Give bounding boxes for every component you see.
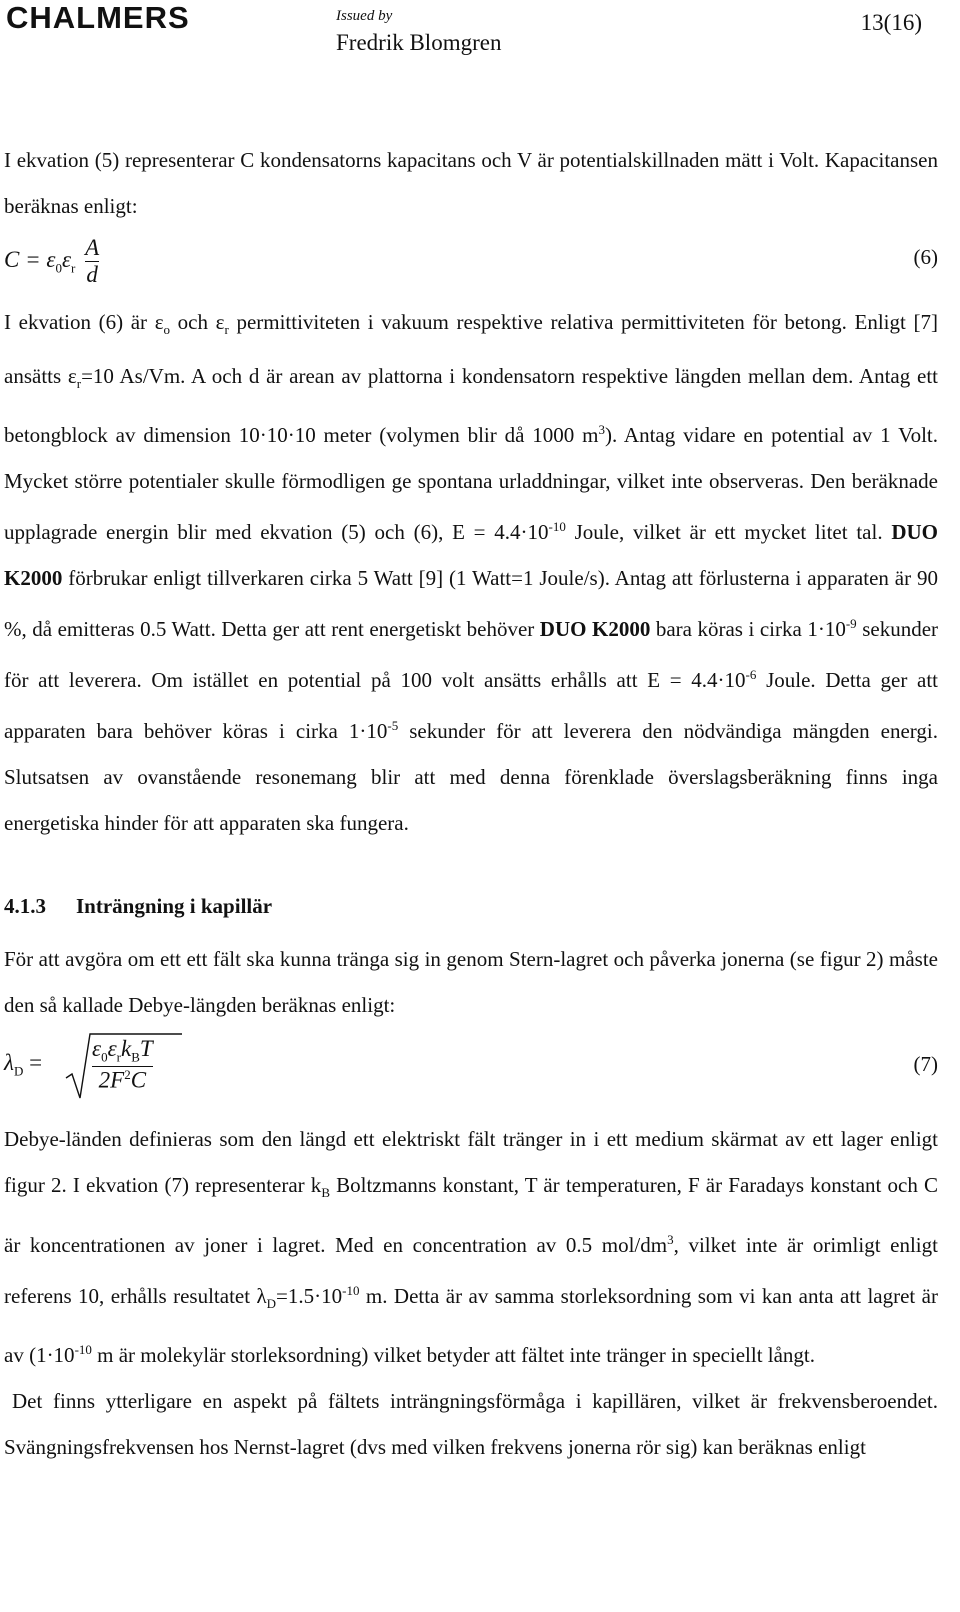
- page-number: 13(16): [860, 10, 922, 35]
- eq6-sub0: 0: [55, 260, 62, 276]
- section-title: Inträngning i kapillär: [76, 894, 273, 919]
- p2-t5: ). Antag vidare en potential av 1 Volt. Mycket större potentialer skulle förmodligen ge spontana urladdningar, vilket inte observeras. Den beräknade upplagrade energin blir med ekvation (5) och (6), E = 4.4·10: [4, 423, 939, 545]
- eq7-num-eps0: ε: [92, 1036, 102, 1062]
- p2-t10: Joule. Detta ger att apparaten bara behöver köras i cirka 1·10: [4, 668, 938, 744]
- p4-s1: B: [321, 1185, 330, 1201]
- eq7-numerator: [92, 1036, 153, 1066]
- p4-t3: , vilket inte är orimligt enligt referens 10, erhålls resultatet λ: [4, 1232, 938, 1308]
- equation-7-label: (7): [913, 1052, 938, 1077]
- p2-t9: sekunder för att leverera. Om istället en potential på 100 volt ansätts erhålls att E = 4.4·10: [4, 617, 939, 693]
- equation-6-label: (6): [913, 245, 938, 269]
- p2-t3: permittiviteten i vakuum respektive relativa permittiviteten för betong. Enligt [7] ansätts ε: [4, 310, 938, 389]
- eq7-num-subB: B: [131, 1049, 140, 1065]
- p2-p5: -5: [387, 718, 399, 734]
- document-body: [4, 137, 938, 1470]
- paragraph-debye-intro: För att avgöra om ett ett fält ska kunna tränga sig in genom Stern-lagret och påverka jonerna (se figur 2) måste den så kallade Debye-längden beräknas enligt:: [4, 947, 938, 1018]
- eq7-num-sub0: 0: [101, 1049, 108, 1065]
- equation-6-formula: [4, 235, 99, 288]
- p4-p2: -10: [342, 1282, 360, 1298]
- p2-t7: förbrukar enligt tillverkaren cirka 5 Watt [9] (1 Watt=1 Joule/s). Antag att förlusterna i apparaten är 90 %, då emitteras 0.5 Watt. Detta ger att rent energetiskt behöver: [4, 566, 938, 642]
- p2-b1: DUO K2000: [4, 520, 939, 591]
- eq7-num-T: T: [139, 1036, 153, 1062]
- eq6-numerator: A: [85, 235, 100, 260]
- p2-t1: I ekvation (6) är ε: [4, 310, 164, 334]
- p2-s3: r: [76, 376, 82, 392]
- p2-t4: =10 As/Vm. A och d är arean av plattorna i kondensatorn respektive längden mellan dem. Antag ett betongblock av dimension 10·10·10 meter (volymen blir då 1000 m: [4, 364, 938, 448]
- eq6-denominator: d: [86, 262, 98, 287]
- p4-p1: 3: [667, 1231, 674, 1247]
- issuer-name: Fredrik Blomgren: [336, 30, 502, 55]
- eq7-lhs: [4, 1050, 42, 1080]
- eq7-den-C: C: [130, 1067, 147, 1093]
- p2-t6: Joule, vilket är ett mycket litet tal.: [565, 520, 892, 545]
- p2-p2: -10: [548, 519, 566, 535]
- p2-s1: o: [163, 322, 171, 338]
- p4-t4: =1.5·10: [276, 1283, 343, 1308]
- p2-t11: sekunder för att leverera den nödvändiga mängden energi. Slutsatsen av ovanstående resonemang blir att med denna förenklade överslagsberäkning finns inga energetiska hinder för att apparaten ska fungera.: [4, 719, 938, 836]
- equation-7: [4, 1028, 938, 1116]
- eq7-lambda-sub: D: [13, 1063, 24, 1079]
- eq7-denominator: [99, 1067, 146, 1094]
- p2-t8: bara köras i cirka 1·10: [650, 617, 846, 642]
- paragraph-frequency: Det finns ytterligare en aspekt på fältets inträngningsförmåga i kapillären, vilket är frekvensberoendet. Svängningsfrekvensen hos Nernst-lagret (dvs med vilken frekvens jonerna rör sig) kan beräknas enligt: [4, 1388, 938, 1459]
- issued-by-label: Issued by: [336, 8, 393, 24]
- eq6-eps0: ε: [46, 246, 56, 272]
- p4-t6: m är molekylär storleksordning) vilket betyder att fältet inte tränger in speciellt långt.: [91, 1342, 816, 1367]
- p4-t2: Boltzmanns konstant, T är temperaturen, F är Faradays konstant och C är koncentrationen av joner i lagret. Med en concentration av 0.5 mol/dm: [4, 1173, 938, 1257]
- p2-s2: r: [224, 322, 229, 338]
- chalmers-logo: CHALMERS: [6, 0, 190, 35]
- section-heading: [4, 886, 938, 926]
- p4-t1: Debye-länden definieras som den längd ett elektriskt fält tränger in i ett medium skärmat av ett lager enligt figur 2. I ekvation (7) representerar k: [4, 1127, 938, 1198]
- paragraph-energy-calculation: [4, 299, 938, 846]
- eq6-subr: r: [71, 260, 76, 276]
- eq6-epsr: ε: [61, 246, 72, 272]
- eq7-equals: =: [23, 1050, 43, 1076]
- p4-t5: m. Detta är av samma storleksordning som vi kan anta att lagret är av (1·10: [4, 1283, 938, 1367]
- section-number: 4.1.3: [4, 894, 46, 919]
- paragraph-debye-explanation: [4, 1116, 938, 1377]
- paragraph-capacitance-intro: I ekvation (5) representerar C kondensatorns kapacitans och V är potentialskillnaden mätt i Volt. Kapacitansen beräknas enligt:: [4, 148, 938, 218]
- eq7-lambda: λ: [4, 1050, 14, 1076]
- eq7-num-subr: r: [116, 1049, 121, 1065]
- eq7-den-sup: 2: [124, 1066, 131, 1082]
- p4-p3: -10: [74, 1341, 92, 1357]
- p2-b2: DUO K2000: [539, 617, 651, 642]
- p4-s2: D: [266, 1295, 277, 1311]
- p2-p4: -6: [745, 667, 757, 683]
- p2-p3: -9: [845, 616, 857, 632]
- eq6-fraction: [85, 235, 99, 288]
- eq6-lhs: C =: [4, 246, 47, 272]
- p2-p1: 3: [598, 422, 605, 438]
- eq7-den-2F: 2F: [98, 1067, 125, 1093]
- eq7-fraction: [92, 1036, 153, 1093]
- eq7-num-epsr: ε: [107, 1036, 117, 1062]
- equation-6: [4, 229, 938, 299]
- p2-t2: och ε: [170, 310, 225, 334]
- eq7-num-k: k: [121, 1036, 132, 1062]
